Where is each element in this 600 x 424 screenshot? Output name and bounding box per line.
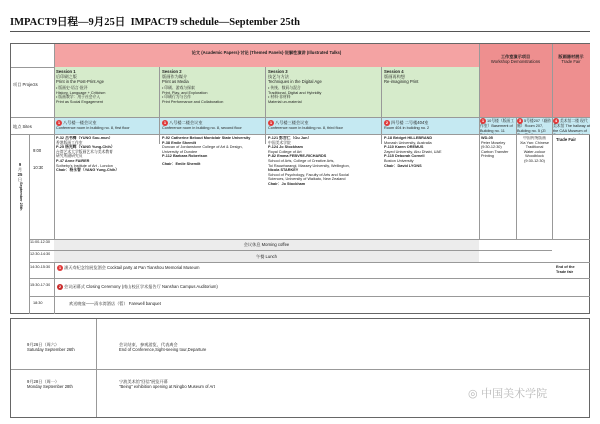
time-1030: 10:30 <box>33 165 44 170</box>
location-pin-icon: 4 <box>554 118 558 123</box>
site-3: 1 八号楼三楼会议室 Conference room in building no. 8, third floor <box>268 120 343 130</box>
closing-row: 2 会议闭幕式 Closing Ceremony (南山校区学术报告厅 Nanshan Campus Auditorium) <box>58 284 218 290</box>
site-5: 1 10号楼（版画工作室）Basement of Building no. 11 <box>480 118 515 133</box>
cocktail-row: 1 潘天寿纪念馆展览酒会 Cocktail party at Pan Tianshou Memorial Museum <box>58 265 200 271</box>
location-pin-icon: 1 <box>57 120 61 125</box>
title-divider <box>10 31 590 32</box>
papers-band <box>54 44 479 67</box>
session-2-content: P-92 Catherine Bebout Montclair State University P-38 Emile Shemilt Duncan of Jordanstone College of Art & Design, University of Dundee P-112 Barbara Robertson Chair：Emile Shemilt <box>162 136 251 166</box>
time-1830: 18:30 <box>33 301 43 305</box>
day-28-date: 9月28日（周一） Monday September 28th <box>27 379 73 389</box>
sites-label: 地点 Sites <box>13 124 32 129</box>
session-4: Session 4 版画再构想 Re-imagining Print <box>384 69 419 84</box>
later-dates-table <box>10 318 590 418</box>
location-pin-icon: 2 <box>385 120 389 125</box>
session-3: Session 3 技艺与方法 Techniques in the Digital Age • 传统、数码与混合 Traditional, Digital and Hybridity • 材料·非材料 Material un-material <box>268 69 322 104</box>
location-pin-icon: 1 <box>163 120 167 125</box>
session-1-content: P-32 吕书梅（YUNG Sou-mun） 香港版画工作室 P-25 杨光辉（YANG Yung-Chih） 台湾艺术大学版画艺术与美术教育 研究所副研究员 P-47 Anne FAIRER Sotheby's Institute of Art - London Chair：杨永智（YANG Yung-Chih） <box>56 136 120 173</box>
site-6: 3 5号楼207（翻作廊）Room 207, Building no. 5 (Zi <box>517 118 552 133</box>
lunch-label: 午餐 Lunch <box>256 254 277 259</box>
site-1: 1 八号楼一楼会议室 Conference room in building no. 8, first floor <box>56 120 130 130</box>
time-1230: 12:30-14:30 <box>30 252 51 256</box>
time-1530: 15:30-17:30 <box>30 283 51 287</box>
trade-title-cn: 版画器材展示 <box>558 54 584 59</box>
day-26-date: 9月26日（周六） Saturday September 26th <box>27 342 75 352</box>
location-pin-icon: 2 <box>58 284 62 289</box>
location-pin-icon: 1 <box>58 265 62 270</box>
schedule-grid <box>10 43 590 314</box>
site-2: 1 八号楼二楼会议室 Conference room in building no. 8, second floor <box>162 120 242 130</box>
page-title: IMPACT9日程—9月25日 IMPACT9 schedule—September 25th <box>10 17 300 28</box>
trade-fair-label: Trade Fair <box>556 137 577 142</box>
session-2: Session 2 版画作为媒介 Print as Media • 印刷、游戏与探索 Print, Play, and Exploration • 印刷行为与合作 Print Performance and Collaboration <box>162 69 224 104</box>
session-1: Session 1 后印刷之版 Print in the Post-Print Age • 版画史·语言·批评 History, Language + Criticism • 版画教学：用于社会介入 Print as Social Engagement <box>56 69 106 104</box>
day-26-info: 会议结束，参观游览，代表离会 End of Conference,Sight-seeing tour,Departure <box>119 342 207 352</box>
location-pin-icon: 1 <box>481 118 485 123</box>
site-7: 4 美术馆二楼 现代美术馆 The hallway at the CAA Museum of <box>553 118 590 133</box>
day-28-info: 宁波美术馆“回信”展览开幕 "Being" exhibition opening at Ningbo Museum of Art <box>119 379 215 389</box>
workshop-title-cn: 工作室演示项目 <box>500 54 531 59</box>
date-en: September 25th <box>19 182 23 211</box>
location-pin-icon: 3 <box>518 118 522 123</box>
session-3-content: P-121 彭吉仁（Ou Jun） 中国美术学院 P-124 Jo Stockham Royal College of Art P-82 Emma FEBVRE-RICHARDS School of Arts, College of Creative Arts, Toi Rauwharangi, Massey University, Wellington, Nicola STARKEY School of Psychology, Faculty of Arts and Social Sciences, University of Waikato, New Zealand Chair：Jo Stockham <box>268 136 350 186</box>
time-1430: 14:30-15:30 <box>30 265 51 269</box>
session-4-content: P-18 Bridget HILLEBRAND Monash University, Australia P-110 Karen OREMUS Zayed University, Abu Dhabi, UAE P-115 Deborah Cornell Boston University Chair：David LYONS <box>384 136 442 168</box>
location-pin-icon: 1 <box>269 120 273 125</box>
end-trade-fair: End of the Trade fair <box>556 265 575 274</box>
watermark-logo: ◎ 中国美术学院 <box>468 387 548 400</box>
time-900: 9:00 <box>33 148 42 153</box>
date-column: 9 月 25 日 <box>17 162 23 182</box>
site-4: 2 四号楼 二号楼404室 Room 404 in building no. 2 <box>384 120 430 130</box>
trade-title-en: Trade Fair <box>561 59 581 64</box>
farewell-row: 欢送晚宴——清水湾酒店（暂） Farewell banquet <box>69 301 161 306</box>
coffee-label: 会议休息 Morning coffee <box>243 242 290 247</box>
projects-label: 项目 Projects <box>13 82 38 87</box>
workshop-woodblock: 中国传统版画 Xia Yan: Chinese Traditional Water-colour Woodblock (9:30-12:30) <box>520 136 549 163</box>
workshop-title-en: Workshop Demonstrations <box>490 59 541 64</box>
papers-title: 论文 (Academic Papers)·讨论 (Themed Panels)·说解性演讲 (Illustrated Talks) <box>191 50 342 55</box>
time-1100: 11:00-12:30 <box>30 240 50 244</box>
workshop-wd05: WD-05 Peter Moseley (9:30-12:30) Carbon Transfer Printing <box>481 136 509 159</box>
